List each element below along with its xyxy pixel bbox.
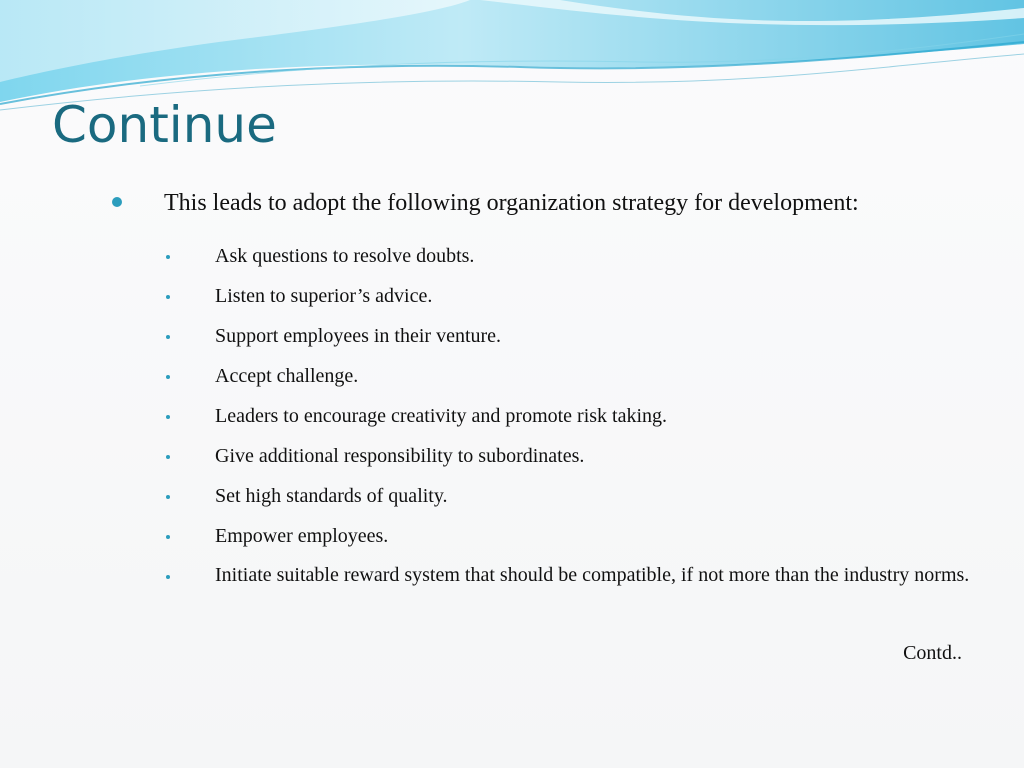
list-item (160, 484, 980, 508)
small-dot-bullet-icon (166, 455, 170, 459)
filled-circle-bullet-icon (112, 197, 122, 207)
list-item (160, 284, 980, 308)
list-item-text: Initiate suitable reward system that should be compatible, if not more than the industry norms. (215, 564, 970, 586)
small-dot-bullet-icon (166, 335, 170, 339)
list-item (160, 564, 980, 586)
slide-title: Continue (52, 96, 277, 154)
main-bullet-point (112, 187, 992, 219)
list-item-text: Set high standards of quality. (215, 485, 448, 507)
list-item (160, 524, 980, 548)
list-item-text: Give additional responsibility to subordinates. (215, 445, 585, 467)
small-dot-bullet-icon (166, 535, 170, 539)
list-item (160, 364, 980, 388)
small-dot-bullet-icon (166, 255, 170, 259)
main-point-text: This leads to adopt the following organization strategy for development: (164, 190, 859, 216)
small-dot-bullet-icon (166, 295, 170, 299)
list-item-text: Support employees in their venture. (215, 325, 502, 347)
small-dot-bullet-icon (166, 575, 170, 579)
list-item-text: Empower employees. (215, 525, 389, 547)
list-item (160, 244, 980, 268)
small-dot-bullet-icon (166, 415, 170, 419)
list-item-text: Listen to superior’s advice. (215, 285, 433, 307)
list-item (160, 404, 980, 428)
small-dot-bullet-icon (166, 495, 170, 499)
small-dot-bullet-icon (166, 375, 170, 379)
list-item (160, 444, 980, 468)
list-item-text: Accept challenge. (215, 365, 359, 387)
list-item-text: Ask questions to resolve doubts. (215, 245, 475, 267)
sub-point-list (160, 244, 980, 602)
list-item-text: Leaders to encourage creativity and promote risk taking. (215, 405, 668, 427)
continued-note: Contd.. (903, 642, 962, 664)
list-item (160, 324, 980, 348)
